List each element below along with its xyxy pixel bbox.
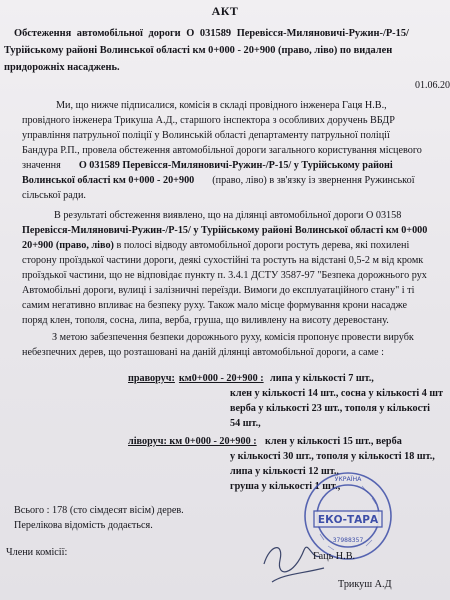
left-side-line-2: у кількості 30 шт., тополя у кількості 18 шт., [230,451,435,462]
road-name: О 031589 Перевісся-Миляновичі-Ружин-/Р-15/ у Турійському районі [78,160,393,171]
stamp-name: ЕКО-ТАРА [317,514,379,526]
para1-line-4: Бандура Р.П., провела обстеження автомобільної дороги загального користування місцевого [22,145,422,156]
road-region: Волинської області км 0+000 - 20+900 [22,175,195,186]
right-side-line-1: липа у кількості 7 шт., [270,373,374,384]
para3-line-1: З метою забезпечення безпеки дорожнього руху, комісія пропонує провести вирубк [52,332,414,343]
para2-line-1: В результаті обстеження виявлено, що на ділянці автомобільної дороги О 03158 [54,210,402,221]
para2-line-7: самим негативно впливає на безпеку руху. Також мало місце формування крони насадже [22,300,408,311]
para1-line-5 [22,160,393,172]
commission-members-label: Члени комісії: [6,547,68,558]
right-side-label: праворуч: [128,373,175,384]
para2-line-2: Перевісся-Миляновичі-Ружин-/Р-15/ у Турійському районі Волинської області км 0+000 [22,225,428,236]
right-side-line-2: клен у кількості 14 шт., сосна у кількості 4 шт [230,388,443,399]
right-side-heading [128,373,264,385]
para2-range: 20+900 (право, ліво) [22,240,114,251]
left-side-heading [128,436,257,448]
para2-line-4: сторону проїздької частини дороги, деякі сухостійні та ростуть на відстані 0,5-2 м від кромк [22,255,424,266]
header-line-2: Турійському районі Волинської області км 0+000 - 20+900 (право, ліво) по видален [4,45,393,56]
para2-line-5: проїздької частини, що не відповідає пункту п. 3.4.1 ДСТУ 3587-97 "Безпека дорожнього рух [22,270,427,281]
signature [250,530,340,600]
header-line-3: придорожніх насаджень. [4,62,120,73]
para1-value-label: значення [22,160,61,171]
right-side-range: км0+000 - 20+900 : [178,373,264,384]
para3-line-2: небезпечних дерев, що розташовані на даній ділянці автомобільної дороги, а саме : [22,347,384,358]
stamp-code: 37988357 [332,537,364,544]
para1-line-7: сільської ради. [22,190,86,201]
signer-1: Гаць Н.В. [313,551,356,562]
para1-line-3: управління патрульної поліції у Волинській області департаменту патрульної поліції [22,130,390,141]
para2-line-6: Автомобільні дороги, вулиці і залізничні переїзди. Вимоги до експлуатаційного стану" і ті [22,285,415,296]
document-title: АКТ [211,4,239,18]
total-line: Всього : 178 (сто сімдесят вісім) дерев. [14,505,184,516]
stamp-country: УКРАЇНА [334,476,362,483]
attached-line: Перелікова відомість додається. [14,520,153,531]
para1-reason: (право, ліво) в зв'язку із звернення Ружинської [212,175,415,186]
signer-2: Трикуш А.Д [338,579,392,590]
para1-line-1: Ми, що нижче підписалися, комісія в складі провідного інженера Гаця Н.В., [56,100,387,111]
header-line-1: Обстеження автомобільної дороги О 031589 Перевісся-Миляновичі-Ружин-/Р-15/ [14,28,409,39]
left-side-range: : км 0+000 - 20+900 : [163,436,257,447]
document-date: 01.06.20 [415,80,450,91]
left-side-line-3: липа у кількості 12 шт., [230,466,339,477]
right-side-line-3: верба у кількості 23 шт., тополя у кількості [230,403,431,414]
para1-line-2: провідного інженера Трикуша А.Д., старшого інспектора з особливих доручень ВБДР [22,115,395,126]
para2-line-8: поряд клен, тополя, сосна, липа, верба, груша, що виливлену на висоту деревостану. [22,315,389,326]
left-side-line-4: груша у кількості 1 шт., [230,481,341,492]
para2-line-3 [22,240,409,252]
left-side-line-1: клен у кількості 15 шт., верба [265,436,402,447]
right-side-line-4: 54 шт., [230,418,261,429]
para1-line-6 [22,175,415,187]
para2-text: в полосі відводу автомобільної дороги ростуть дерева, які похилені [116,240,410,251]
left-side-label: ліворуч [128,436,164,447]
